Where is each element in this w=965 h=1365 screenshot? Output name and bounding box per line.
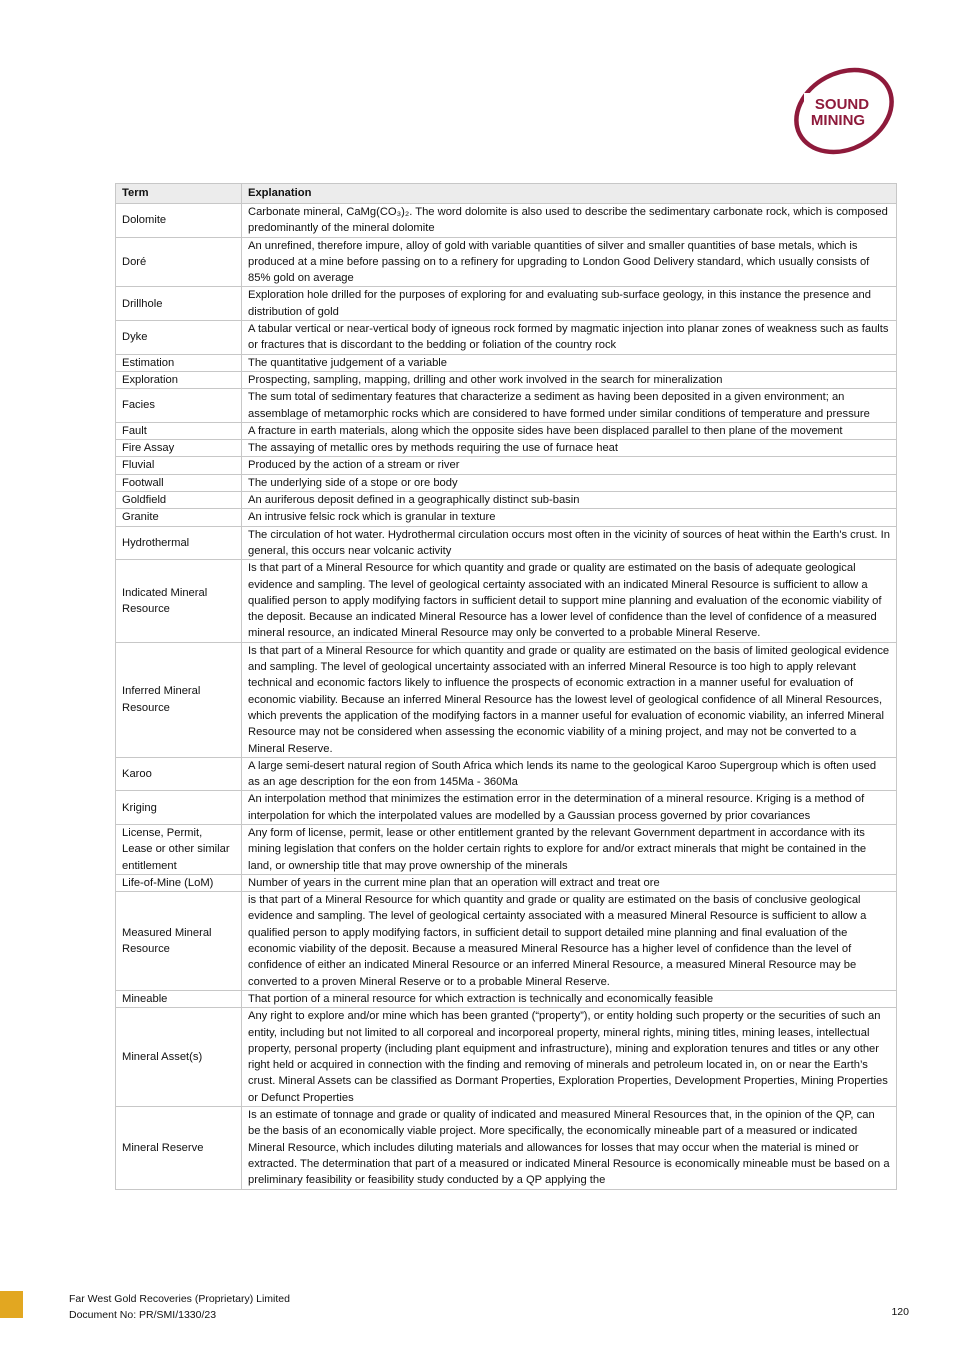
term-cell: Fire Assay [116, 440, 242, 457]
term-cell: Fault [116, 422, 242, 439]
term-cell: Estimation [116, 354, 242, 371]
table-row [116, 457, 897, 474]
table-row [116, 389, 897, 423]
term-cell: Mineable [116, 990, 242, 1007]
explanation-cell: is that part of a Mineral Resource for which quantity and grade or quality are estimated on the basis of conclusive geological evidence and sampling. The level of geological certainty associated with a measured Mineral Resource is sufficient to allow a qualified person to apply modifying factors, in sufficient detail to support detailed mine planning and final evaluation of the economic viability of the deposit. Because a measured Mineral Resource has a higher level of confidence than the level of confidence of either an indicated Mineral Resource or an inferred Mineral Resource, a measured Mineral Resource may be converted to a proven Mineral Reserve or to a probable Mineral Reserve. [242, 892, 897, 991]
table-row [116, 892, 897, 991]
term-cell: Exploration [116, 371, 242, 388]
logo-line2: MINING [810, 112, 866, 129]
explanation-cell: That portion of a mineral resource for which extraction is technically and economically feasible [242, 990, 897, 1007]
footer-text [69, 1291, 290, 1323]
term-cell: Measured Mineral Resource [116, 892, 242, 991]
term-cell: Inferred Mineral Resource [116, 642, 242, 757]
term-cell: Doré [116, 237, 242, 287]
table-row [116, 474, 897, 491]
table-row [116, 560, 897, 642]
term-cell: Dolomite [116, 204, 242, 238]
table-row [116, 440, 897, 457]
explanation-cell: Exploration hole drilled for the purposes of exploring for and evaluating sub-surface geology, in this instance the presence and distribution of gold [242, 287, 897, 321]
term-cell: Goldfield [116, 492, 242, 509]
explanation-cell: The quantitative judgement of a variable [242, 354, 897, 371]
footer-company: Far West Gold Recoveries (Proprietary) Limited [69, 1293, 290, 1305]
term-cell: License, Permit, Lease or other similar entitlement [116, 824, 242, 874]
table-row [116, 990, 897, 1007]
explanation-cell: The assaying of metallic ores by methods requiring the use of furnace heat [242, 440, 897, 457]
explanation-cell: Any right to explore and/or mine which has been granted (“property”), or entity holding such property or the securities of such an entity, including but not limited to all corporeal and incorporeal property, mineral rights, mining titles, mining leases, intellectual property, personal property (including plant equipment and infrastructure), mining and exploration tenures and titles or any other right held or acquired in connection with the finding and removing of minerals and petroleum located in, on or near the Earth’s crust. Mineral Assets can be classified as Dormant Properties, Exploration Properties, Development Properties, Mining Properties or Defunct Properties [242, 1008, 897, 1107]
table-row [116, 354, 897, 371]
term-cell: Fluvial [116, 457, 242, 474]
explanation-cell: A tabular vertical or near-vertical body of igneous rock formed by magmatic injection into planar zones of weakness such as faults or fractures that is discordant to the bedding or foliation of the country rock [242, 321, 897, 355]
term-cell: Dyke [116, 321, 242, 355]
explanation-cell: Carbonate mineral, CaMg(CO₃)₂. The word dolomite is also used to describe the sedimentary carbonate rock, which is composed predominantly of the mineral dolomite [242, 204, 897, 238]
table-row [116, 287, 897, 321]
table-row [116, 874, 897, 891]
explanation-cell: The circulation of hot water. Hydrothermal circulation occurs most often in the vicinity of sources of heat within the Earth's crust. In general, this occurs near volcanic activity [242, 526, 897, 560]
table-body [116, 204, 897, 1190]
glossary-table [115, 183, 897, 1190]
sound-mining-logo [786, 66, 898, 156]
table-row [116, 422, 897, 439]
page-number: 120 [891, 1306, 909, 1318]
term-cell: Hydrothermal [116, 526, 242, 560]
table-row [116, 1107, 897, 1189]
footer-document-number: Document No: PR/SMI/1330/23 [69, 1309, 217, 1321]
term-cell: Granite [116, 509, 242, 526]
explanation-cell: An interpolation method that minimizes the estimation error in the determination of a mineral resource. Kriging is a method of interpolation for which the interpolated values are modelled by a Gaussian process governed by prior covariances [242, 791, 897, 825]
explanation-cell: A fracture in earth materials, along which the opposite sides have been displaced parallel to then plane of the movement [242, 422, 897, 439]
explanation-cell: Any form of license, permit, lease or other entitlement granted by the relevant Government department in accordance with its mining legislation that confers on the holder certain rights to explore for and/or extract minerals that might be contained in the land, or ownership title that may prove ownership of the minerals [242, 824, 897, 874]
table-row [116, 757, 897, 791]
explanation-cell: An auriferous deposit defined in a geographically distinct sub-basin [242, 492, 897, 509]
term-cell: Life-of-Mine (LoM) [116, 874, 242, 891]
table-row [116, 237, 897, 287]
term-cell: Footwall [116, 474, 242, 491]
term-cell: Kriging [116, 791, 242, 825]
explanation-cell: A large semi-desert natural region of South Africa which lends its name to the geological Karoo Supergroup which is often used as an age description for the eon from 145Ma - 360Ma [242, 757, 897, 791]
table-row [116, 371, 897, 388]
table-row [116, 791, 897, 825]
explanation-cell: Is that part of a Mineral Resource for which quantity and grade or quality are estimated on the basis of adequate geological evidence and sampling. The level of geological certainty associated with an indicated Mineral Resource is sufficient to allow a qualified person to apply modifying factors in sufficient detail to support mine planning and evaluation of the economic viability of the deposit. Because an indicated Mineral Resource has a lower level of confidence than the level of confidence of a measured mineral resource, an indicated Mineral Resource may only be converted to a probable Mineral Reserve. [242, 560, 897, 642]
logo-line1: SOUND [814, 96, 870, 113]
term-cell: Mineral Reserve [116, 1107, 242, 1189]
term-cell: Facies [116, 389, 242, 423]
term-cell: Mineral Asset(s) [116, 1008, 242, 1107]
footer-accent-bar [0, 1291, 23, 1318]
table-row [116, 824, 897, 874]
explanation-cell: Is that part of a Mineral Resource for which quantity and grade or quality are estimated on the basis of limited geological evidence and sampling. The level of geological uncertainty associated with an inferred Mineral Resource is too high to apply relevant technical and economic factors likely to influence the prospects of economic extraction in a manner useful for evaluation of economic viability. Because an inferred Mineral Resource has the lowest level of geological confidence of all Mineral Resources, which prevents the application of the modifying factors in a manner useful for evaluation of economic viability, an inferred Mineral Resource may not be considered when assessing the economic viability of a mining project, and may not be converted to a Mineral Reserve. [242, 642, 897, 757]
explanation-cell: Is an estimate of tonnage and grade or quality of indicated and measured Mineral Resources that, in the opinion of the QP, can be the basis of an economically viable project. More specifically, the economically mineable part of a measured or indicated Mineral Resource, which includes diluting materials and allowances for losses that may occur when the material is mined or extracted. The determination that part of a measured or indicated Mineral Resource is economically mineable must be based on a preliminary feasibility or feasibility study conducted by a QP applying the [242, 1107, 897, 1189]
table-row [116, 642, 897, 757]
header-explanation: Explanation [242, 184, 897, 204]
table-row [116, 492, 897, 509]
explanation-cell: Produced by the action of a stream or river [242, 457, 897, 474]
table-row [116, 204, 897, 238]
term-cell: Drillhole [116, 287, 242, 321]
table-row [116, 1008, 897, 1107]
term-cell: Indicated Mineral Resource [116, 560, 242, 642]
explanation-cell: Number of years in the current mine plan that an operation will extract and treat ore [242, 874, 897, 891]
explanation-cell: Prospecting, sampling, mapping, drilling and other work involved in the search for mineralization [242, 371, 897, 388]
term-cell: Karoo [116, 757, 242, 791]
explanation-cell: The underlying side of a stope or ore body [242, 474, 897, 491]
header-term: Term [116, 184, 242, 204]
table-row [116, 526, 897, 560]
explanation-cell: An intrusive felsic rock which is granular in texture [242, 509, 897, 526]
table-row [116, 321, 897, 355]
table-row [116, 509, 897, 526]
table-header-row [116, 184, 897, 204]
explanation-cell: The sum total of sedimentary features that characterize a sediment as having been deposited in a given environment; an assemblage of metamorphic rocks which are considered to have formed under similar conditions of temperature and pressure [242, 389, 897, 423]
explanation-cell: An unrefined, therefore impure, alloy of gold with variable quantities of silver and smaller quantities of base metals, which is produced at a mine before passing on to a refinery for upgrading to London Good Delivery standard, which usually consists of 85% gold on average [242, 237, 897, 287]
